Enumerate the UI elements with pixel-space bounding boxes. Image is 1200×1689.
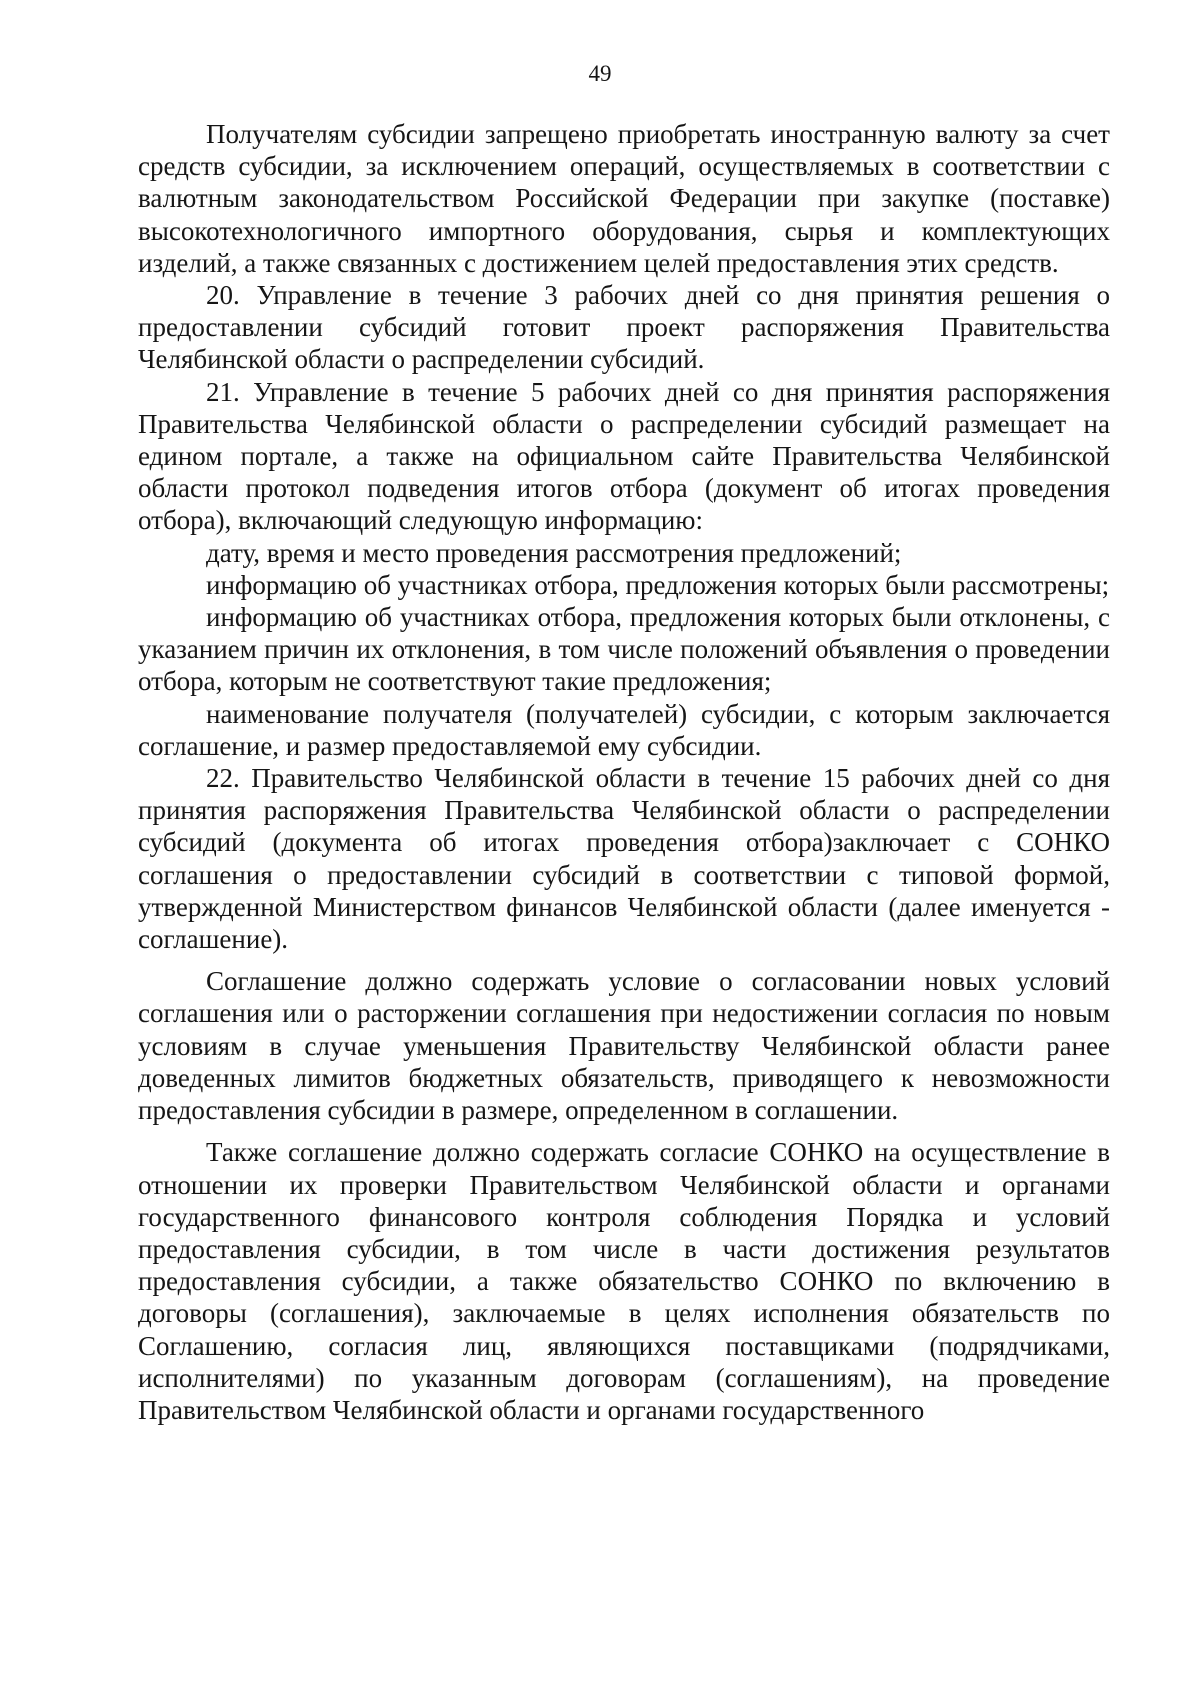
list-item-rejected-participants: информацию об участниках отбора, предложения которых были отклонены, с указанием причин их отклонения, в том числе положений объявления о проведении отбора, которым не соответствуют такие предложения; <box>138 602 1110 697</box>
list-item-date-time-place: дату, время и место проведения рассмотрения предложений; <box>206 537 902 568</box>
paragraph-currency-restriction: Получателям субсидии запрещено приобретать иностранную валюту за счет средств субсидии, за исключением операций, осуществляемых в соответствии с валютным законодательством Российской Федерации при закупке (поставке) высокотехнологичного импортного оборудования, сырья и комплектующих изделий, а также связанных с достижением целей предоставления этих средств. <box>138 119 1110 278</box>
page-number: 49 <box>588 61 612 86</box>
paragraph-21: 21. Управление в течение 5 рабочих дней со дня принятия распоряжения Правительства Челябинской области о распределении субсидий размещает на едином портале, а также на официальном сайте Правительства Челябинской области протокол подведения итогов отбора (документ об итогах проведения отбора), включающий следующую информацию: <box>138 376 1110 536</box>
paragraph-agreement-consent: Также соглашение должно содержать согласие СОНКО на осуществление в отношении их проверки Правительством Челябинской области и органами государственного финансового контроля соблюдения Порядка и условий предоставления субсидии, в том числе в части достижения результатов предоставления субсидии, а также обязательство СОНКО по включению в договоры (соглашения), заключаемые в целях исполнения обязательств по Соглашению, согласия лиц, являющихся поставщиками (подрядчиками, исполнителями) по указанным договорам (соглашениям), на проведение Правительством Челябинской области и органами государственного <box>138 1137 1110 1425</box>
list-item-recipient-name: наименование получателя (получателей) субсидии, с которым заключается соглашение, и размер предоставляемой ему субсидии. <box>138 698 1110 761</box>
list-item-considered-participants: информацию об участниках отбора, предложения которых были рассмотрены; <box>206 569 1110 600</box>
paragraph-20: 20. Управление в течение 3 рабочих дней со дня принятия решения о предоставлении субсидий готовит проект распоряжения Правительства Челябинской области о распределении субсидий. <box>138 280 1110 375</box>
paragraph-22: 22. Правительство Челябинской области в течение 15 рабочих дней со дня принятия распоряжения Правительства Челябинской области о распределении субсидий (документа об итогах проведения отбора)заключает с СОНКО соглашения о предоставлении субсидий в соответствии с типовой формой, утвержденной Министерством финансов Челябинской области (далее именуется - соглашение). <box>138 763 1110 955</box>
document-body <box>138 118 1110 1426</box>
paragraph-agreement-conditions: Соглашение должно содержать условие о согласовании новых условий соглашения или о расторжении соглашения при недостижении согласия по новым условиям в случае уменьшения Правительству Челябинской области ранее доведенных лимитов бюджетных обязательств, приводящего к невозможности предоставления субсидии в размере, определенном в соглашении. <box>138 966 1110 1126</box>
